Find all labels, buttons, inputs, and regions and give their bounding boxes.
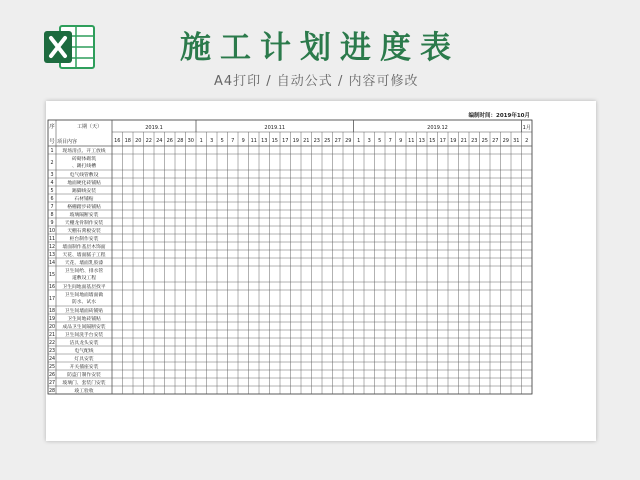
row-item: 天棚龙骨制作安装 (64, 221, 104, 226)
row-number: 23 (48, 349, 56, 354)
day-label: 2 (525, 138, 529, 144)
row-number: 7 (50, 205, 54, 210)
row-item: 玻璃隔断安装 (69, 213, 99, 218)
row-item: 开关插座安装 (69, 365, 99, 370)
day-label: 13 (418, 138, 425, 144)
day-label: 25 (481, 138, 488, 144)
item-header: 项目内容 (57, 139, 78, 145)
row-item-line: 道敷设工程 (72, 276, 96, 281)
day-label: 7 (231, 138, 235, 144)
day-label: 19 (450, 138, 457, 144)
row-number: 12 (48, 245, 56, 250)
row-item-line: 、踢打线槽 (72, 164, 96, 169)
month-label: 2019.11 (264, 125, 286, 131)
excel-logo-icon (42, 22, 96, 72)
row-item-line: 卫生间给、排水管 (64, 269, 104, 274)
day-label: 20 (135, 138, 142, 144)
row-number: 24 (48, 357, 56, 362)
row-number: 8 (50, 213, 54, 218)
row-item: 卫生间洗手台安装 (64, 333, 104, 338)
day-label: 24 (156, 138, 163, 144)
row-number: 18 (48, 309, 56, 314)
day-label: 18 (124, 138, 131, 144)
schedule-grid (46, 101, 596, 441)
day-label: 30 (187, 138, 194, 144)
row-item: 现场清点、开工放线 (62, 149, 106, 154)
month-label: 1月 (522, 125, 531, 131)
row-number: 17 (48, 297, 56, 302)
row-item-line: 砖砌体砌筑 (72, 157, 96, 162)
row-number: 13 (48, 253, 56, 258)
day-label: 7 (388, 138, 392, 144)
day-label: 29 (345, 138, 352, 144)
day-label: 21 (460, 138, 467, 144)
month-label: 2019.12 (427, 125, 448, 131)
day-label: 17 (282, 138, 289, 144)
day-label: 16 (114, 138, 121, 144)
day-label: 11 (408, 138, 415, 144)
row-number: 27 (48, 381, 56, 386)
day-label: 9 (399, 138, 403, 144)
row-item: 防盗门制作安装 (67, 373, 101, 378)
row-item: 竣工验收 (74, 389, 94, 394)
seq-header-2: 号 (49, 139, 55, 145)
day-label: 23 (471, 138, 478, 144)
row-item-line: 防水、试水 (72, 300, 96, 305)
row-item: 卫生间地面基层找平 (62, 285, 106, 290)
day-label: 3 (367, 138, 371, 144)
row-item: 踢脚线安装 (72, 189, 96, 194)
day-label: 15 (429, 138, 436, 144)
row-number: 16 (48, 285, 56, 290)
row-number: 9 (50, 221, 54, 226)
schedule-sheet (46, 101, 596, 441)
row-number: 20 (48, 325, 56, 330)
page-header (0, 0, 640, 95)
day-label: 21 (303, 138, 310, 144)
row-item: 洁具龙头安装 (69, 341, 99, 346)
day-label: 27 (492, 138, 499, 144)
row-item: 电气线管敷设 (69, 173, 99, 178)
row-item: 电气配线 (74, 349, 94, 354)
row-number: 22 (48, 341, 56, 346)
row-item: 格栅踏步砖铺贴 (67, 205, 101, 210)
row-number: 4 (50, 181, 54, 186)
day-label: 1 (357, 138, 361, 144)
day-label: 3 (210, 138, 214, 144)
day-label: 1 (199, 138, 203, 144)
day-label: 31 (513, 138, 520, 144)
row-item: 灯具安装 (74, 357, 94, 362)
row-number: 21 (48, 333, 56, 338)
row-item: 天花、墙面乳胶漆 (64, 261, 104, 266)
row-item: 成品卫生间隔断安装 (62, 325, 106, 330)
day-label: 29 (502, 138, 509, 144)
row-number: 14 (48, 261, 56, 266)
row-item: 卫生间地砖铺贴 (67, 317, 101, 322)
row-number: 11 (48, 237, 56, 242)
row-item: 天花、墙面腻子工程 (62, 253, 106, 258)
row-number: 2 (50, 161, 54, 166)
row-item: 玻璃门、套装门安装 (62, 381, 106, 386)
day-label: 23 (313, 138, 320, 144)
row-item-line: 卫生间地面墙面做 (64, 293, 104, 298)
day-label: 5 (378, 138, 382, 144)
compiled-date: 编制时间：2019年10月 (468, 113, 530, 119)
row-item: 天棚石膏板安装 (67, 229, 101, 234)
row-item: 石材铺贴 (74, 197, 94, 202)
day-label: 13 (261, 138, 268, 144)
day-label: 9 (241, 138, 245, 144)
page-subtitle: A4打印 / 自动公式 / 内容可修改 (214, 74, 419, 89)
row-number: 19 (48, 317, 56, 322)
page-title: 施工计划进度表 (180, 30, 460, 66)
day-label: 27 (334, 138, 341, 144)
row-item: 地面硬化砖铺贴 (67, 181, 101, 186)
day-label: 5 (220, 138, 224, 144)
row-number: 5 (50, 189, 54, 194)
row-number: 1 (50, 149, 54, 154)
month-label: 2019.1 (145, 125, 163, 131)
day-label: 26 (166, 138, 173, 144)
row-number: 25 (48, 365, 56, 370)
day-label: 22 (145, 138, 152, 144)
row-number: 3 (50, 173, 54, 178)
row-item: 卫生间墙面砖铺贴 (64, 309, 104, 314)
day-label: 19 (292, 138, 299, 144)
period-header: 工期（天） (76, 124, 102, 130)
row-item: 墙面制作基层木饰面 (62, 245, 106, 250)
row-number: 6 (50, 197, 54, 202)
seq-header: 序 (49, 124, 55, 130)
day-label: 15 (271, 138, 278, 144)
row-number: 26 (48, 373, 56, 378)
row-number: 10 (48, 229, 56, 234)
day-label: 17 (439, 138, 446, 144)
day-label: 11 (250, 138, 257, 144)
row-number: 28 (48, 389, 56, 394)
day-label: 25 (324, 138, 331, 144)
day-label: 28 (177, 138, 184, 144)
row-number: 15 (48, 273, 56, 278)
row-item: 柜台制作安装 (69, 237, 99, 242)
